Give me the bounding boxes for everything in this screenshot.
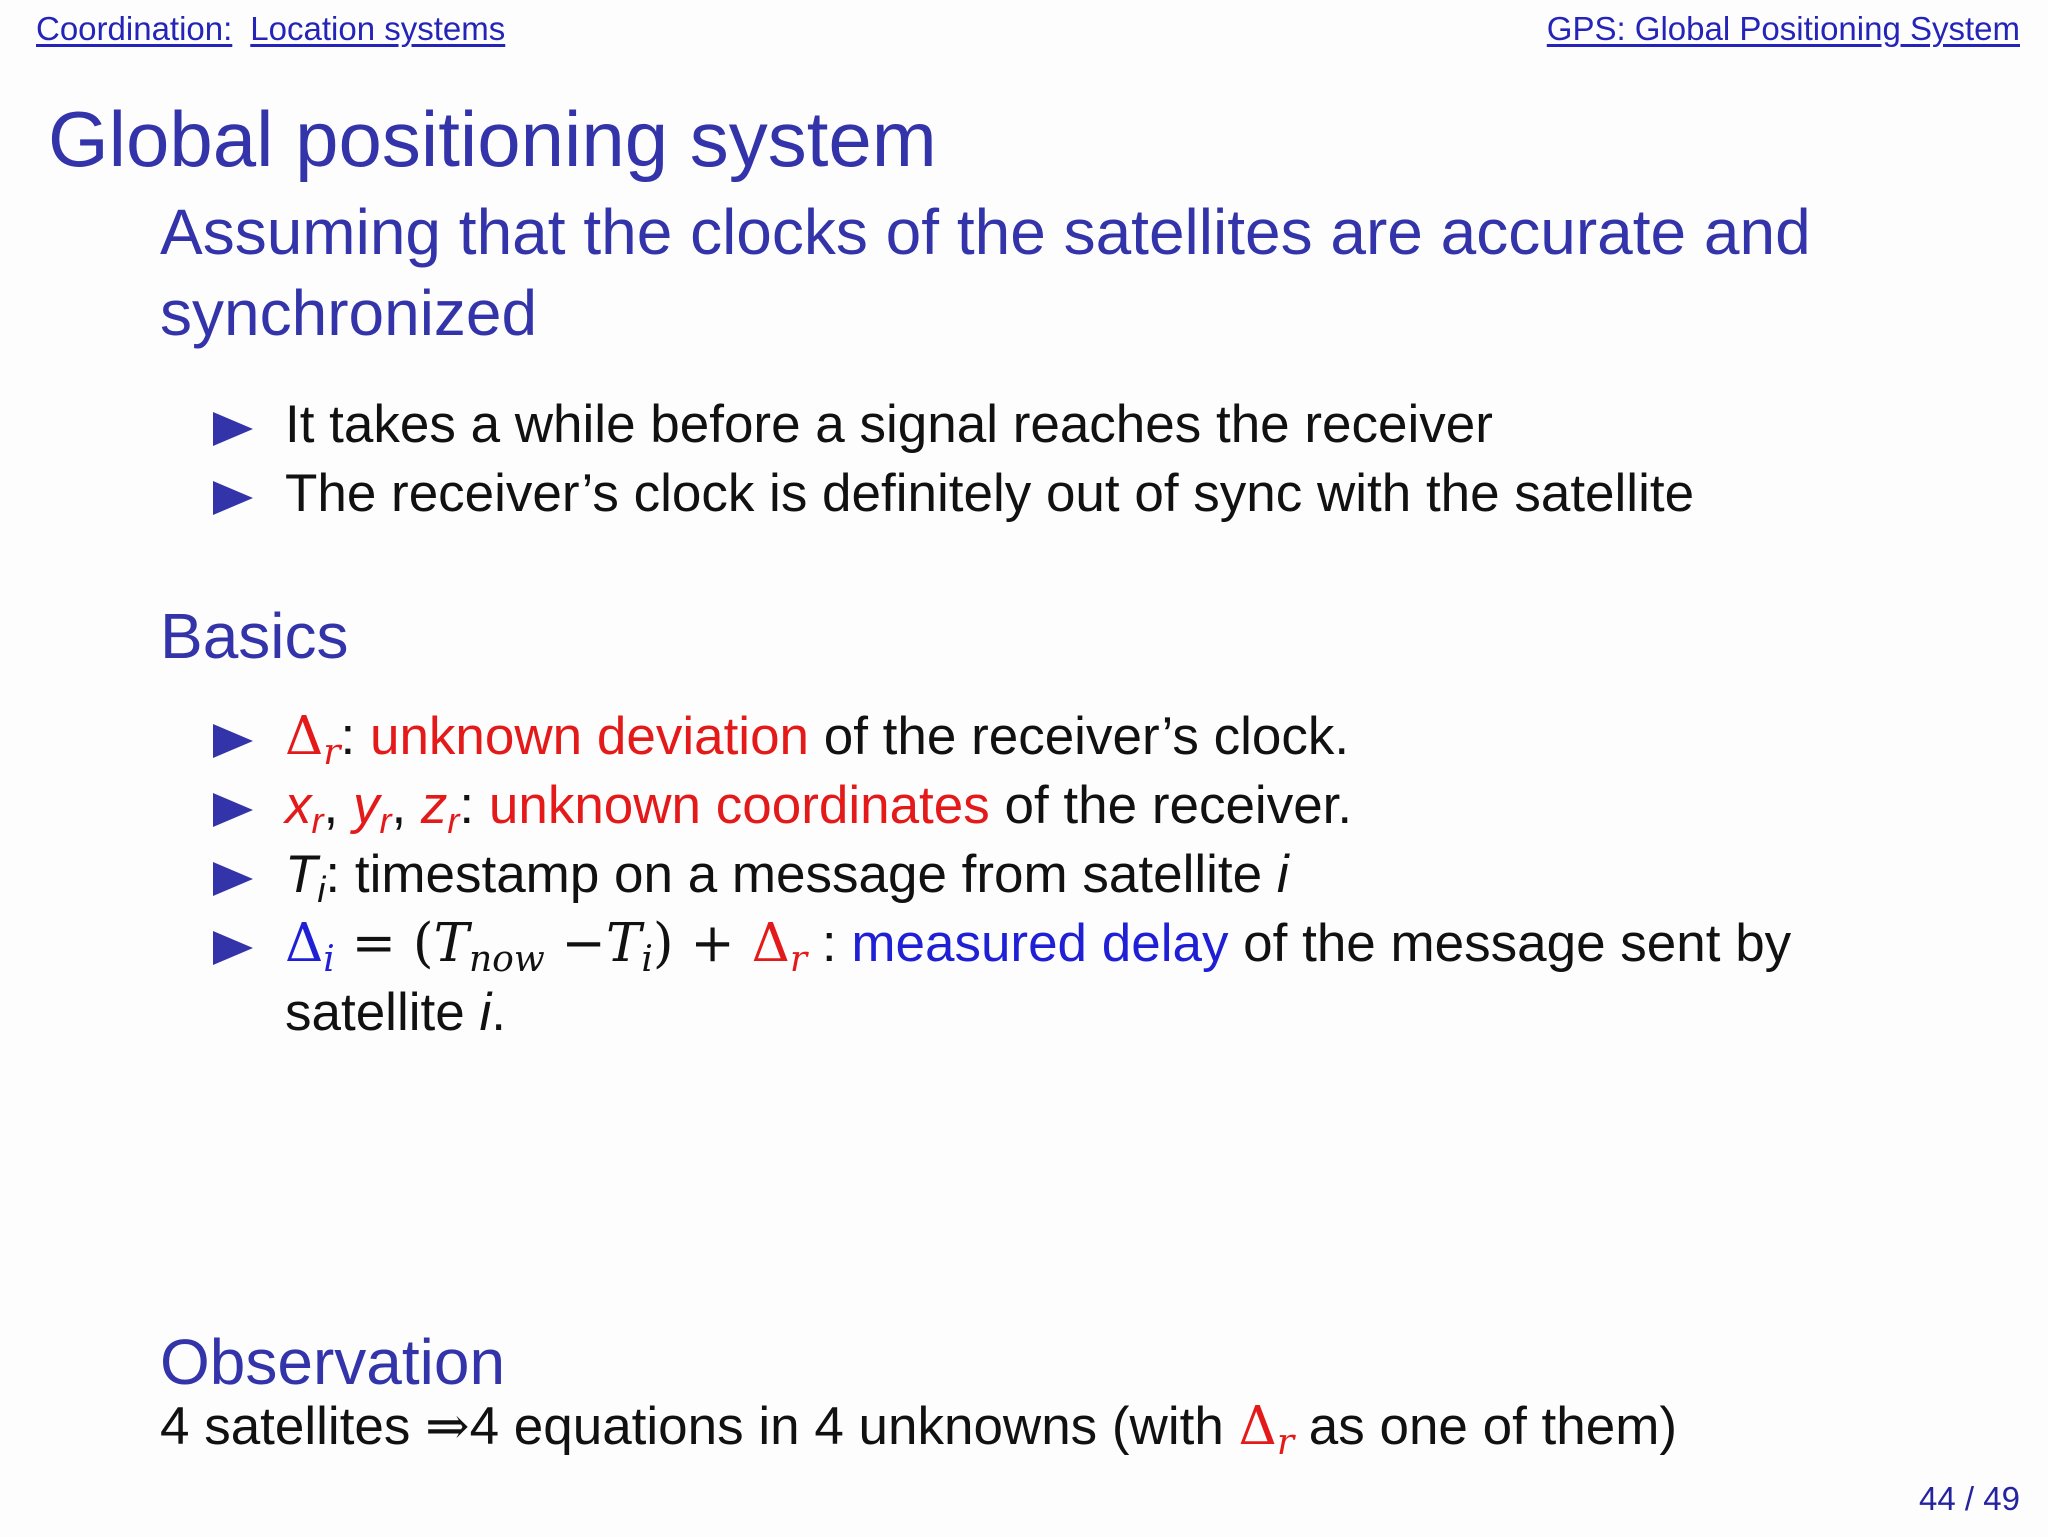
page-number (1919, 1480, 2020, 1518)
basics-bullet-list (213, 702, 1791, 1047)
var-y: y (352, 776, 380, 835)
observation-text-part: as one of them) (1294, 1397, 1678, 1456)
triangle-bullet-icon (213, 793, 253, 827)
var-x: x (285, 776, 312, 835)
bullet-text: of the receiver. (989, 776, 1353, 835)
colon: : (459, 776, 475, 835)
list-item (213, 390, 1694, 459)
colon: : (807, 914, 852, 973)
var-i: i (479, 983, 492, 1042)
emphasis-text: measured delay (851, 914, 1229, 973)
triangle-bullet-icon (213, 724, 253, 758)
subscript: r (789, 939, 808, 981)
list-item (213, 459, 1694, 528)
subscript: i (323, 939, 335, 981)
breadcrumb (36, 10, 505, 48)
bullet-text: of the receiver’s clock. (809, 707, 1350, 766)
page-separator: / (1955, 1480, 1984, 1517)
list-item (213, 909, 1791, 1047)
topic-nav (1547, 10, 2020, 48)
subscript: r (379, 800, 392, 842)
subscript: now (468, 939, 545, 981)
list-item: $x_r$, $y_r$, $z_r$: unknown coordinates of the receiver. (213, 771, 1791, 840)
page-current: 44 (1919, 1480, 1956, 1517)
subscript: r (323, 732, 341, 774)
slide-subtitle: Assuming that the clocks of the satellites are accurate and synchronized (160, 196, 1811, 349)
delta-symbol: Δ (1238, 1396, 1277, 1457)
var-z: z (420, 776, 448, 835)
subscript: r (311, 800, 324, 842)
triangle-bullet-icon (213, 412, 253, 446)
var-t: T (605, 913, 642, 974)
observation-text-part: 4 equations in 4 unknowns (with (469, 1397, 1239, 1456)
subscript: i (317, 869, 326, 911)
delta-symbol: Δ (285, 913, 324, 974)
emphasis-text: unknown coordinates (488, 776, 990, 835)
emphasis-text: unknown deviation (369, 707, 810, 766)
basics-heading: Basics (160, 600, 349, 672)
triangle-bullet-icon (213, 931, 253, 965)
observation-text (160, 1396, 1678, 1464)
implies-arrow-icon: ⇒ (425, 1396, 470, 1457)
triangle-bullet-icon (213, 862, 253, 896)
equation-part: ) + (652, 913, 752, 974)
observation-heading: Observation (160, 1326, 506, 1398)
var-i: i (1276, 845, 1289, 904)
period: . (491, 983, 506, 1042)
triangle-bullet-icon (213, 481, 253, 515)
slide-title: Global positioning system (48, 95, 937, 183)
list-item (213, 702, 1791, 774)
subscript: r (1276, 1422, 1295, 1464)
observation-text-part: 4 satellites (160, 1397, 426, 1456)
breadcrumb-section-link[interactable]: Coordination: (36, 10, 233, 47)
breadcrumb-subsection-link[interactable]: Location systems (250, 10, 506, 47)
intro-bullet-list (213, 390, 1694, 528)
bullet-text: satellite (285, 983, 480, 1042)
subscript: i (641, 939, 653, 981)
colon: : (340, 707, 356, 766)
equation-part: = ( (334, 913, 434, 974)
bullet-text: : timestamp on a message from satellite (325, 845, 1277, 904)
list-item (213, 840, 1791, 909)
bullet-text: of the message sent by (1228, 914, 1792, 973)
page-total: 49 (1983, 1480, 2020, 1517)
var-t: T (285, 845, 318, 904)
var-t: T (433, 913, 469, 974)
equation-part: − (544, 913, 606, 974)
topic-link[interactable]: GPS: Global Positioning System (1546, 10, 2020, 47)
delta-symbol: Δ (751, 913, 790, 974)
bullet-text: It takes a while before a signal reaches the receiver (285, 395, 1493, 454)
bullet-text: The receiver’s clock is definitely out of sync with the satellite (285, 464, 1695, 523)
subscript: r (447, 800, 460, 842)
delta-symbol: Δ (285, 706, 324, 767)
